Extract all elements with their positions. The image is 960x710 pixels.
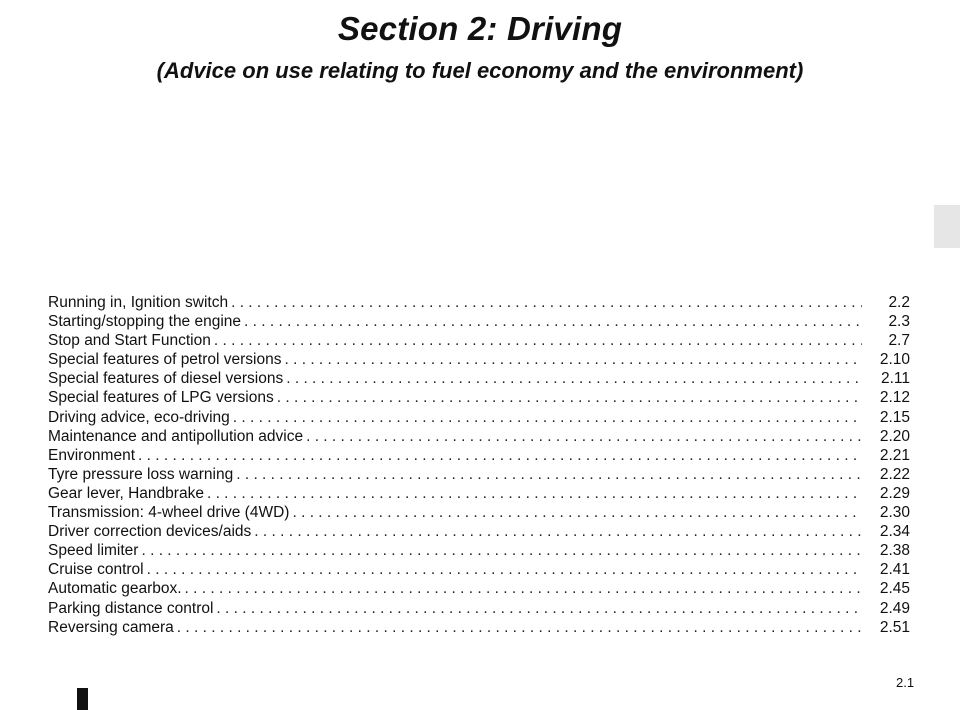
- toc-entry[interactable]: [48, 503, 910, 522]
- toc-entry-label: Stop and Start Function: [48, 332, 211, 350]
- toc-dot-leader: [286, 369, 862, 388]
- toc-entry-page: 2.20: [879, 427, 910, 445]
- section-title: Section 2: Driving: [337, 10, 623, 47]
- toc-entry-label: Transmission: 4-wheel drive (4WD): [48, 504, 290, 522]
- toc-entry-page: 2.51: [879, 618, 910, 636]
- toc-dot-leader: [141, 541, 862, 560]
- toc-entry[interactable]: [48, 312, 910, 331]
- toc-entry-page: 2.29: [879, 484, 910, 502]
- toc-entry[interactable]: [48, 446, 910, 465]
- toc-entry-page: 2.45: [879, 580, 910, 598]
- toc-entry-label: Reversing camera: [48, 618, 174, 636]
- toc-entry[interactable]: [48, 465, 910, 484]
- toc-dot-leader: [292, 503, 862, 522]
- toc-entry-label: Tyre pressure loss warning: [48, 465, 234, 483]
- toc-entry[interactable]: [48, 541, 910, 560]
- toc-dot-leader: [277, 388, 862, 407]
- toc-entry-page: 2.22: [879, 465, 910, 483]
- toc-entry-page: 2.21: [879, 446, 910, 464]
- toc-entry[interactable]: [48, 369, 910, 388]
- toc-entry-page: 2.11: [880, 370, 910, 388]
- toc-dot-leader: [284, 350, 862, 369]
- toc-entry[interactable]: [48, 560, 910, 579]
- toc-dot-leader: [216, 599, 862, 618]
- toc-entry-label: Running in, Ignition switch: [48, 294, 229, 311]
- toc-entry-label: Cruise control: [48, 561, 144, 579]
- toc-entry-page: 2.38: [879, 542, 910, 560]
- toc-dot-leader: [244, 312, 862, 331]
- toc-entry[interactable]: [48, 350, 910, 369]
- table-of-contents: [48, 293, 910, 637]
- toc-dot-leader: [254, 522, 862, 541]
- toc-entry-label: Maintenance and antipollution advice: [48, 427, 304, 445]
- toc-entry-page: 2.7: [888, 332, 910, 350]
- toc-entry[interactable]: [48, 599, 910, 618]
- toc-dot-leader: [138, 446, 862, 465]
- toc-entry[interactable]: [48, 293, 910, 312]
- toc-dot-leader: [306, 427, 862, 446]
- toc-entry-page: 2.34: [879, 523, 910, 541]
- toc-entry[interactable]: [48, 427, 910, 446]
- toc-entry-label: Driver correction devices/aids: [48, 523, 252, 541]
- section-tab-marker: [934, 205, 960, 248]
- toc-dot-leader: [231, 293, 862, 312]
- toc-entry[interactable]: [48, 408, 910, 427]
- section-subtitle: (Advice on use relating to fuel economy and the environment): [156, 58, 804, 83]
- toc-entry-page: 2.15: [879, 408, 910, 426]
- toc-entry-label: Special features of petrol versions: [48, 351, 282, 369]
- toc-entry[interactable]: [48, 579, 910, 598]
- toc-entry-label: Environment: [48, 446, 136, 464]
- toc-dot-leader: [177, 618, 862, 637]
- toc-entry-page: 2.2: [888, 294, 910, 311]
- toc-entry-page: 2.41: [879, 561, 910, 579]
- toc-entry-label: Parking distance control: [48, 599, 214, 617]
- toc-entry-page: 2.3: [888, 313, 910, 331]
- toc-entry-label: Speed limiter: [48, 542, 139, 560]
- toc-dot-leader: [207, 484, 862, 503]
- toc-entry[interactable]: [48, 522, 910, 541]
- toc-entry[interactable]: [48, 331, 910, 350]
- toc-entry-page: 2.10: [879, 351, 910, 369]
- toc-entry-label: Gear lever, Handbrake: [48, 484, 204, 502]
- toc-entry[interactable]: [48, 388, 910, 407]
- toc-entry[interactable]: [48, 484, 910, 503]
- toc-entry[interactable]: [48, 618, 910, 637]
- toc-entry-label: Special features of diesel versions: [48, 370, 284, 388]
- toc-dot-leader: [236, 465, 862, 484]
- toc-entry-label: Starting/stopping the engine: [48, 313, 242, 331]
- toc-entry-label: Special features of LPG versions: [48, 389, 274, 407]
- toc-entry-page: 2.12: [879, 389, 910, 407]
- toc-entry-page: 2.49: [879, 599, 910, 617]
- toc-entry-label: Driving advice, eco-driving: [48, 408, 230, 426]
- toc-dot-leader: [185, 579, 862, 598]
- page-edge-marker: [77, 688, 88, 710]
- toc-entry-page: 2.30: [879, 504, 910, 522]
- toc-dot-leader: [214, 331, 862, 350]
- toc-entry-label: Automatic gearbox.: [48, 580, 182, 598]
- toc-dot-leader: [147, 560, 862, 579]
- toc-dot-leader: [233, 408, 862, 427]
- page-number: 2.1: [896, 675, 915, 690]
